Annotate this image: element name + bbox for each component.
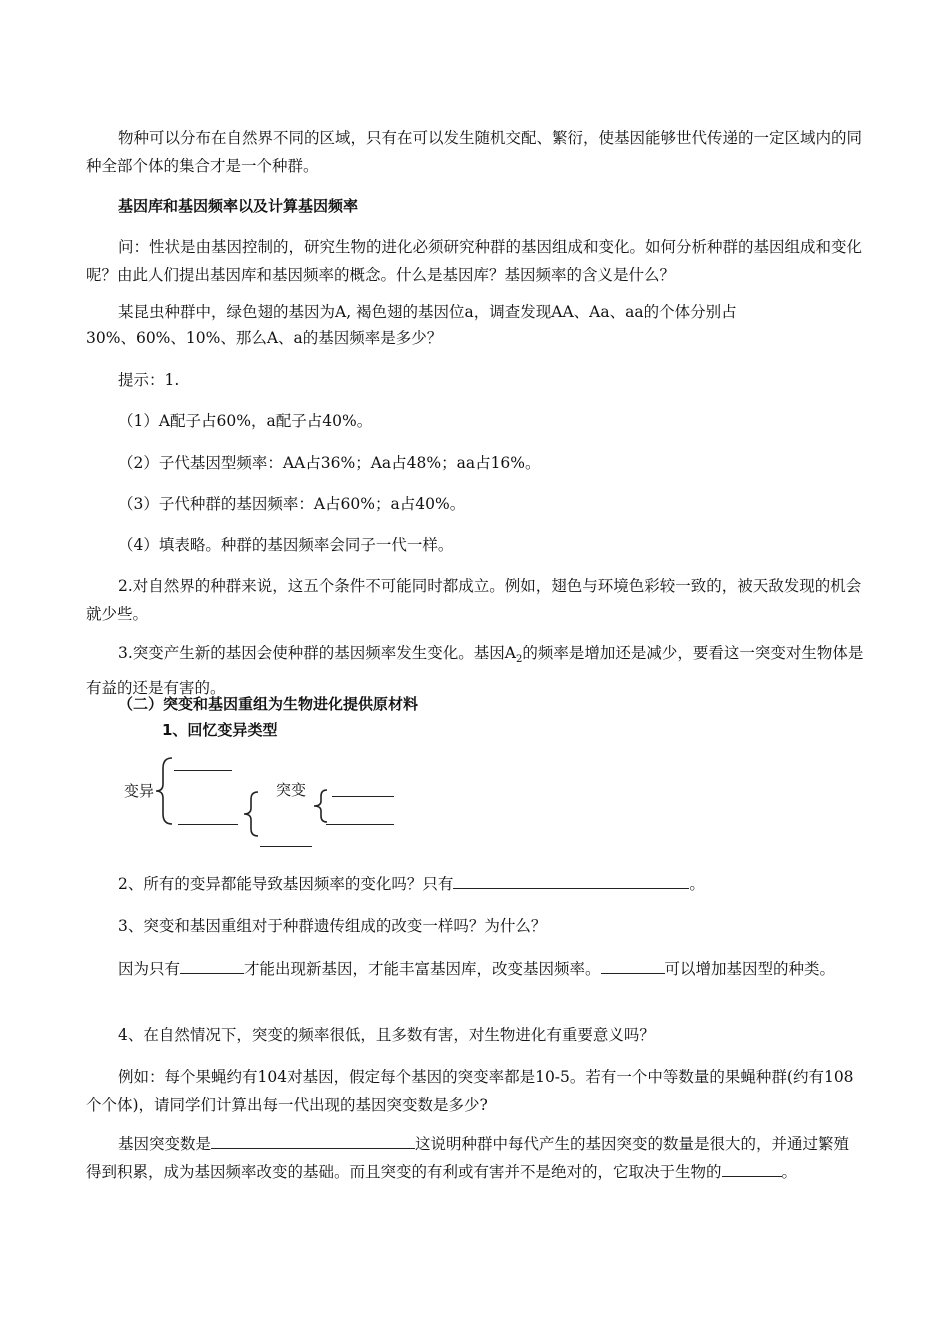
heading-variation-types: 1、回忆变异类型: [162, 721, 278, 739]
blank-line-recombination[interactable]: [260, 846, 312, 847]
variation-label: 变异: [124, 782, 155, 800]
paragraph-insect-problem-line1: 某昆虫种群中，绿色翅的基因为A, 褐色翅的基因位a，调查发现AA、Aa、aa的个体分别占: [118, 303, 737, 321]
hint-title: 提示：1.: [118, 371, 180, 389]
answer-3: 因为只有 才能出现新基因，才能丰富基因库，改变基因频率。 可以增加基因型的种类。: [86, 955, 864, 983]
paragraph-five-conditions: 2.对自然界的种群来说，这五个条件不可能同时都成立。例如，翅色与环境色彩较一致的，被天敌发现的机会就少些。: [86, 577, 862, 623]
brace-mutation: [312, 788, 330, 824]
heading-mutation-recombination: （二）突变和基因重组为生物进化提供原材料: [118, 695, 419, 713]
paragraph-question-gene-pool: 问：性状是由基因控制的，研究生物的进化必须研究种群的基因组成和变化。如何分析种群的基因组成和变化呢？由此人们提出基因库和基因频率的概念。什么是基因库？基因频率的含义是什么？: [86, 238, 863, 284]
paragraph-mutation-frequency: 3.突变产生新的基因会使种群的基因频率发生变化。基因$A_2$的频率是增加还是减少，要看这一突变对生物体是有益的还是有害的。: [86, 644, 864, 698]
answer-mutation-count: 基因突变数是 这说明种群中每代产生的基因突变的数量是很大的，并通过繁殖得到积累，成为基因频率改变的基础。而且突变的有利或有害并不是绝对的，它取决于生物的 。: [86, 1130, 864, 1186]
answer-blank-depends-on[interactable]: [722, 1158, 782, 1177]
answer-blank-a3-1[interactable]: [180, 955, 244, 974]
answer-blank-mutation-count[interactable]: [211, 1130, 415, 1149]
hint-item-1: （1）A配子占60%，a配子占40%。: [118, 412, 373, 430]
blank-line-mutation-2[interactable]: [326, 824, 394, 825]
question-4: 4、在自然情况下，突变的频率很低，且多数有害，对生物进化有重要意义吗？: [118, 1026, 655, 1044]
blank-line-mutation-1[interactable]: [332, 796, 394, 797]
blank-line-variation-1[interactable]: [174, 770, 232, 771]
hint-item-2: （2）子代基因型频率：AA占36%；Aa占48%；aa占16%。: [118, 454, 541, 472]
hint-item-3: （3）子代种群的基因频率：A占60%；a占40%。: [118, 495, 466, 513]
paragraph-insect-problem-line2: 30%、60%、10%、那么A、a的基因频率是多少？: [86, 329, 443, 347]
hint-item-4: （4）填表略。种群的基因频率会同子一代一样。: [118, 536, 454, 554]
heading-gene-pool: 基因库和基因频率以及计算基因频率: [118, 197, 359, 215]
brace-heritable: [242, 790, 262, 838]
question-2: 2、所有的变异都能导致基因频率的变化吗？只有 。: [86, 870, 864, 898]
brace-variation: [154, 756, 176, 826]
question-3: 3、突变和基因重组对于种群遗传组成的改变一样吗？为什么？: [118, 917, 547, 935]
paragraph-species-population: 物种可以分布在自然界不同的区域，只有在可以发生随机交配、繁衍，使基因能够世代传递的一定区域内的同种全部个体的集合才是一个种群。: [86, 129, 863, 175]
example-fruit-fly: 例如：每个果蝇约有104对基因，假定每个基因的突变率都是10-5。若有一个中等数量的果蝇种群(约有108个个体)，请同学们计算出每一代出现的基因突变数是多少?: [86, 1068, 854, 1114]
blank-line-variation-2[interactable]: [178, 824, 238, 825]
mutation-label: 突变: [276, 781, 307, 799]
variation-types-diagram: [110, 752, 410, 856]
answer-blank-q2[interactable]: [453, 870, 689, 889]
answer-blank-a3-2[interactable]: [601, 955, 665, 974]
